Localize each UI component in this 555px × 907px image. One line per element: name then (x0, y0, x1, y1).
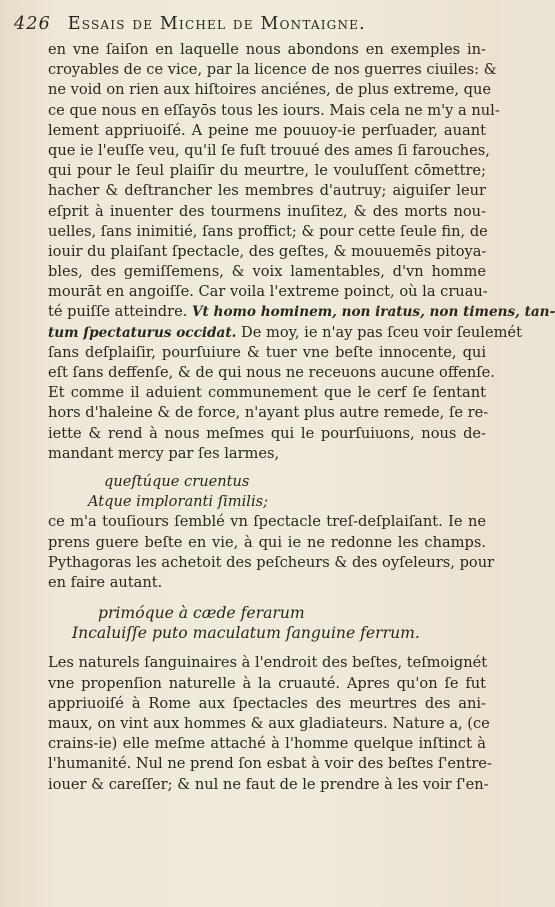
text-line: ce que nous en eſſayōs tous les iours. Mais cela ne m'y a nul- (48, 101, 500, 119)
text-line: ce m'a touſiours ſemblé vn ſpectacle treſ-deſplaiſant. Ie ne (48, 513, 486, 531)
text-line: iouir du plaiſant ſpectacle, des geſtes, & mouuemēs pitoya- (48, 242, 487, 260)
text-line: vne propenſion naturelle à la cruauté. Apres qu'on ſe fut (48, 674, 486, 692)
text-line: ſans deſplaiſir, pourſuiure & tuer vne beſte innocente, qui (48, 343, 486, 361)
verse-line: primóque à cæde ferarum (98, 604, 305, 623)
running-header (14, 14, 486, 34)
text-line: mandant mercy par ſes larmes, (48, 444, 280, 462)
text-line: qui pour le ſeul plaiſir du meurtre, le vouluſſent cōmettre; (48, 162, 486, 180)
text-line: mourāt en angoiſſe. Car voila l'extreme poinct, où la cruau- (48, 283, 488, 301)
text-line: iouer & careſſer; & nul ne faut de le prendre à les voir ſ'en- (48, 775, 489, 793)
page-body (48, 40, 555, 795)
text-line-with-latin: té puiſſe atteindre. Vt homo hominem, non iratus, non timens, tan- (48, 303, 555, 321)
text-line: prens guere beſte en vie, à qui ie ne redonne les champs. (48, 533, 486, 551)
text-line: que ie l'euſſe veu, qu'il ſe fuſt trouué des ames ſi farouches, (48, 141, 490, 159)
text-line: l'humanité. Nul ne prend ſon esbat à voir des beſtes ſ'entre- (48, 755, 492, 773)
text-line: Les naturels ſanguinaires à l'endroit des beſtes, teſmoignét (48, 654, 488, 672)
text-line: uelles, ſans inimitié, ſans proffict; & pour cette ſeule fin, de (48, 222, 488, 240)
text-line: crains-ie) elle meſme attaché à l'homme quelque inſtinct à (48, 735, 486, 753)
text-line: eſt ſans deffenſe, & de qui nous ne receuons aucune offenſe. (48, 364, 495, 381)
text-line: en vne ſaiſon en laquelle nous abondons en exemples in- (48, 41, 486, 58)
latin-quote: Vt homo hominem, non iratus, non timens, tan- (192, 304, 555, 321)
text-line-with-latin: tum ſpectaturus occidat. De moy, ie n'ay pas ſceu voir ſeulemét (48, 323, 522, 341)
latin-quote: tum ſpectaturus occidat. (48, 324, 237, 341)
text-line: ne void on rien aux hiſtoires anciénes, de plus extreme, que (48, 81, 492, 99)
text-line: Et comme il aduient communement que le cerf ſe ſentant (48, 384, 486, 402)
text-line: Pythagoras les achetoit des peſcheurs & des oyſeleurs, pour (48, 553, 495, 571)
text-line: maux, on vint aux hommes & aux gladiateurs. Nature a, (ce (48, 715, 490, 732)
text-line: iette & rend à nous meſmes qui le pourſuiuons, nous de- (48, 424, 486, 442)
text-line: eſprit à inuenter des tourmens inuſitez, & des morts nou- (48, 202, 486, 220)
text-line: hors d'haleine & de force, n'ayant plus autre remede, ſe re- (48, 404, 489, 422)
text-line: en faire autant. (48, 573, 163, 591)
verse-line: Atque imploranti ſimilis; (88, 493, 269, 511)
text-line: bles, des gemiſſemens, & voix lamentables, d'vn homme (48, 263, 486, 281)
page-number: 426 (14, 14, 52, 34)
text-line: hacher & deſtrancher les membres d'autruy; aiguiſer leur (48, 182, 486, 200)
verse-line: queſtúque cruentus (104, 472, 250, 490)
text-line: croyables de ce vice, par la licence de nos guerres ciuiles: & (48, 61, 497, 79)
text-line: lement appriuoiſé. A peine me pouuoy-ie perſuader, auant (48, 121, 486, 139)
running-title: Essais de Michel de Montaigne. (67, 14, 366, 34)
verse-line: Incaluiſſe puto maculatum ſanguine ferrum. (72, 624, 420, 643)
text-line: appriuoiſé à Rome aux ſpectacles des meurtres des ani- (48, 694, 486, 712)
